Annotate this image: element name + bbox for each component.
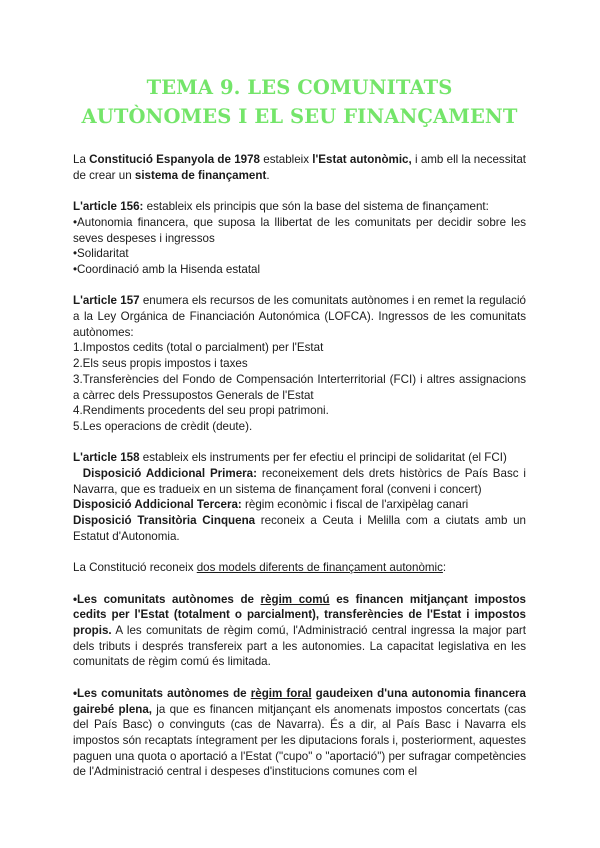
models-paragraph: [73, 560, 526, 576]
additional-provision-1: [73, 466, 526, 497]
additional-provision-3-label: Disposició Addicional Tercera:: [73, 498, 242, 512]
page-title: [73, 0, 526, 131]
intro-text-4: .: [266, 168, 270, 182]
common-regime-bold-1: •Les comunitats autònomes de: [73, 592, 261, 606]
foral-regime-underlined: règim foral: [250, 686, 312, 700]
transitional-provision-5: [73, 513, 526, 544]
spacer: [73, 545, 526, 561]
common-regime-paragraph: [73, 592, 526, 671]
common-regime-underlined: règim comú: [260, 592, 330, 606]
document-body: [73, 152, 526, 780]
spacer: [73, 670, 526, 686]
article-157-paragraph: [73, 293, 526, 340]
list-item: 1.Impostos cedits (total o parcialment) per l'Estat: [73, 341, 324, 355]
article-156-text: estableix els principis que són la base del sistema de finançament:: [143, 200, 489, 214]
common-regime-text: A les comunitats de règim comú, l'Administració central ingressa la major part dels tributs i després transfereix part a les autonomies. La capacitat legislativa en les comunitats de règim comú és limitada.: [73, 624, 526, 669]
additional-provision-3: [73, 497, 526, 513]
spacer: [73, 435, 526, 451]
transitional-provision-5-text: reconeix a Ceuta i Melilla com a ciutats amb un Estatut d'Autonomia.: [73, 514, 526, 543]
foral-regime-text: ja que es financen mitjançant els anomenats impostos concertats (cas del País Basc) o convinguts (cas de Navarra). És a dir, al País Basc i Navarra els impostos són recaptats íntegrament per les diputacions forals i, posteriorment, aquestes paguen una quota o aportació a l'Estat ("cupo" o "aportació") per sufragar competències de l'Administració central i despeses d'institucions comunes com el: [73, 702, 526, 779]
models-underlined: dos models diferents de finançament autonòmic: [196, 561, 443, 575]
intro-text-2: estableix: [260, 153, 313, 166]
article-158-label: L'article 158: [73, 451, 140, 465]
additional-provision-1-text: reconeixement dels drets històrics de País Basc i Navarra, que es tradueix en un sistema de finançament foral (conveni i concert): [73, 467, 526, 496]
models-text-1: La Constitució reconeix: [73, 561, 197, 575]
intro-constitution: Constitució Espanyola de 1978: [89, 153, 261, 166]
article-157-label: L'article 157: [73, 294, 140, 308]
title-line-1: TEMA 9. LES COMUNITATS: [146, 76, 453, 99]
models-text-2: :: [442, 561, 447, 575]
additional-provision-3-text: règim econòmic i fiscal de l'arxipèlag canari: [241, 498, 469, 512]
list-item: •Solidaritat: [73, 247, 129, 261]
intro-text-1: La: [73, 153, 90, 166]
foral-regime-paragraph: [73, 686, 526, 780]
intro-financing-system: sistema de finançament: [134, 168, 267, 182]
article-157-text: enumera els recursos de les comunitats autònomes i en remet la regulació a la Ley Orgánica de Financiación Autonómica (LOFCA). Ingressos de les comunitats autònomes:: [73, 294, 527, 339]
spacer: [73, 183, 526, 199]
list-item: •Autonomia financera, que suposa la llibertat de les comunitats per decidir sobre les seves despeses i ingressos: [73, 215, 526, 245]
additional-provision-1-label: Disposició Addicional Primera:: [82, 467, 257, 481]
list-item: 2.Els seus propis impostos i taxes: [73, 357, 248, 371]
title-line-2: AUTÒNOMES I EL SEU FINANÇAMENT: [81, 105, 518, 128]
intro-paragraph: [73, 152, 526, 183]
intro-autonomic-state: l'Estat autonòmic,: [312, 153, 412, 166]
spacer: [73, 576, 526, 592]
intro-text-3: i amb ell la necessitat de crear un: [73, 153, 526, 182]
article-156-label: L'article 156:: [73, 200, 144, 214]
foral-regime-bold-1: •Les comunitats autònomes de: [73, 686, 251, 700]
article-158-text: estableix els instruments per fer efectiu el principi de solidaritat (el FCI): [139, 451, 507, 465]
common-regime-bold-2: es financen mitjançant impostos cedits per l'Estat (totalment o parcialment), transferències de l'Estat i impostos propis.: [73, 592, 526, 638]
article-158-paragraph: [73, 450, 526, 466]
list-item: 5.Les operacions de crèdit (deute).: [73, 419, 253, 433]
list-item: 3.Transferències del Fondo de Compensación Interterritorial (FCI) i altres assignacions a càrrec dels Pressupostos Generals de l'Estat: [73, 372, 526, 402]
transitional-provision-5-label: Disposició Transitòria Cinquena: [73, 514, 256, 528]
article-156-paragraph: [73, 199, 526, 215]
spacer: [73, 278, 526, 294]
list-item: •Coordinació amb la Hisenda estatal: [73, 262, 261, 276]
list-item: 4.Rendiments procedents del seu propi patrimoni.: [73, 404, 329, 418]
foral-regime-bold-2: gaudeixen d'una autonomia financera gairebé plena,: [73, 686, 526, 716]
